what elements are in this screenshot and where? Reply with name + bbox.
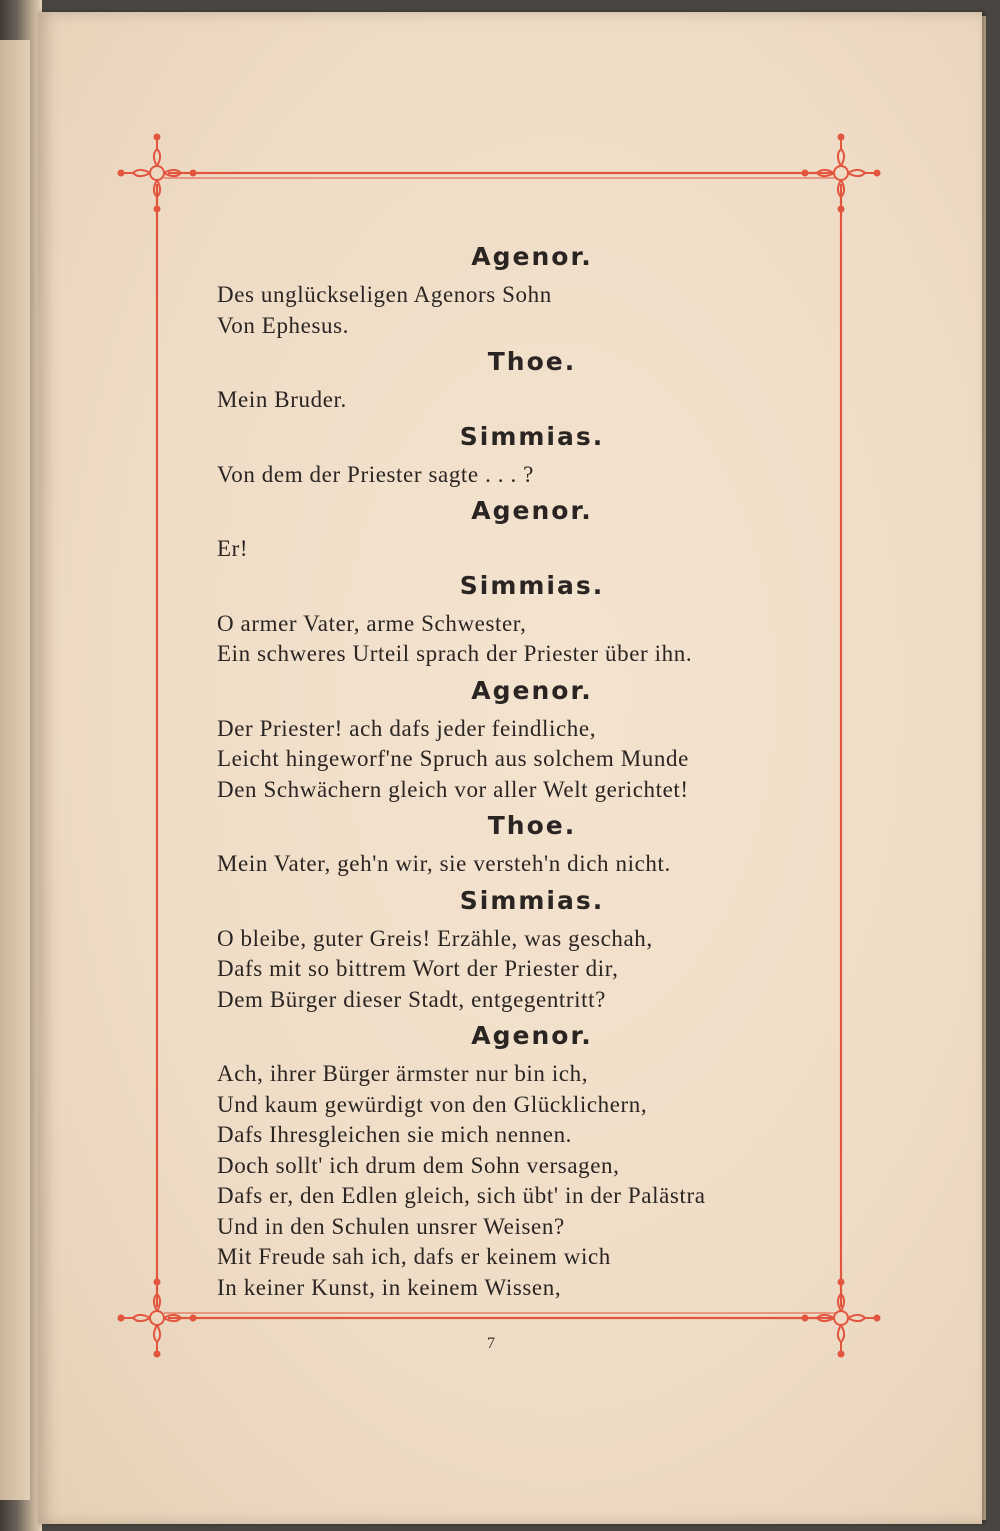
- verse-line: Und in den Schulen unsrer Weisen?: [217, 1213, 565, 1239]
- verse-line: Ach, ihrer Bürger ärmster nur bin ich,: [217, 1061, 589, 1086]
- speaker-name: Simmias.: [459, 570, 605, 600]
- speaker-name: Thoe.: [487, 347, 577, 376]
- verse-line: Mein Vater, geh'n wir, sie versteh'n dich nicht.: [217, 851, 671, 876]
- verse-line: Dafs er, den Edlen gleich, sich übt' in der Palästra: [217, 1183, 706, 1208]
- verse-line: Ein schweres Urteil sprach der Priester über ihn.: [217, 641, 693, 666]
- verse-line: O armer Vater, arme Schwester,: [217, 610, 527, 636]
- verse-line: Er!: [217, 536, 249, 561]
- speaker-name: Simmias.: [459, 421, 605, 451]
- verse-line: Mit Freude sah ich, dafs er keinem wich: [217, 1244, 611, 1269]
- speaker-name: Agenor.: [471, 675, 593, 705]
- verse-line: Von dem der Priester sagte . . . ?: [217, 461, 534, 487]
- speaker-name: Agenor.: [471, 242, 593, 271]
- verse-line: Mein Bruder.: [217, 387, 347, 412]
- verse-line: Der Priester! ach dafs jeder feindliche,: [217, 715, 597, 741]
- verse-line: In keiner Kunst, in keinem Wissen,: [217, 1274, 562, 1300]
- corner-ornament: [803, 135, 880, 212]
- verse-line: Den Schwächern gleich vor aller Welt gerichtet!: [217, 776, 689, 802]
- page-number: 7: [487, 1335, 495, 1352]
- verse-line: Dafs Ihresgleichen sie mich nennen.: [217, 1122, 573, 1147]
- speaker-name: Simmias.: [459, 885, 605, 915]
- verse-line: Doch sollt' ich drum dem Sohn versagen,: [217, 1152, 620, 1178]
- verse-line: Von Ephesus.: [217, 312, 350, 338]
- corner-ornament: [119, 135, 196, 212]
- speaker-name: Thoe.: [487, 811, 577, 840]
- verse-line: Des unglückseligen Agenors Sohn: [217, 282, 552, 307]
- speaker-name: Agenor.: [471, 496, 593, 525]
- corner-ornament: [119, 1280, 196, 1357]
- verse-line: Dafs mit so bittrem Wort der Priester dir,: [217, 956, 619, 981]
- verse-line: Leicht hingeworf'ne Spruch aus solchem Munde: [217, 746, 689, 771]
- verse-line: Dem Bürger dieser Stadt, entgegentritt?: [217, 986, 606, 1012]
- speaker-name: Agenor.: [471, 1021, 593, 1050]
- verse-line: Und kaum gewürdigt von den Glücklichern,: [217, 1091, 648, 1117]
- verse-line: O bleibe, guter Greis! Erzähle, was geschah,: [217, 925, 653, 951]
- corner-ornament: [803, 1280, 880, 1357]
